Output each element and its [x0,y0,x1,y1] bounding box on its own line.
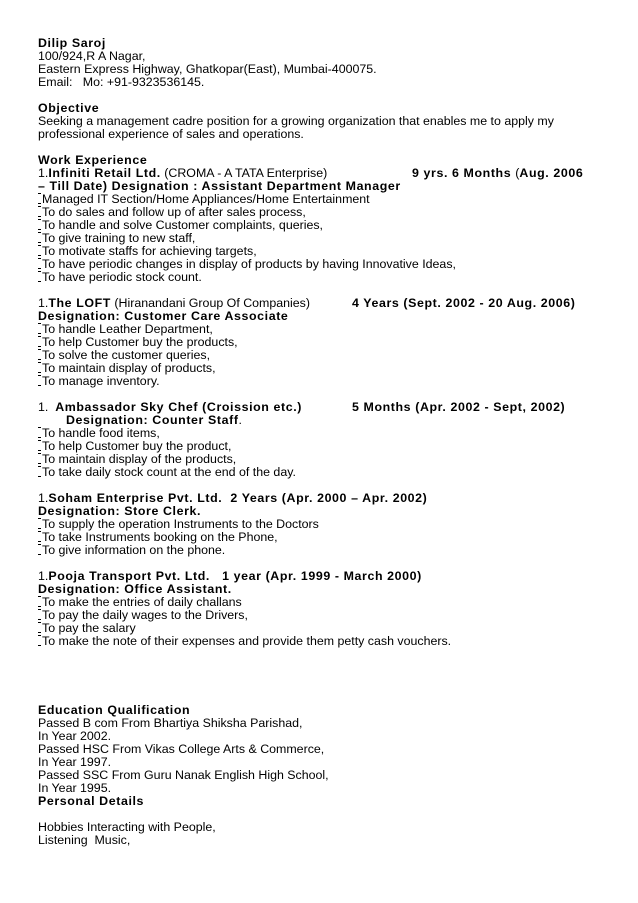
personal-line: Listening Music, [38,833,131,847]
list-item: To handle and solve Customer complaints, queries, [38,219,608,232]
job-3-duties [38,427,608,479]
list-item: Managed IT Section/Home Appliances/Home Entertainment [38,193,608,206]
list-item: To maintain display of the products, [38,453,608,466]
job-2-number: 1. [38,296,49,310]
job-1-duties [38,193,608,284]
bullet-icon [38,596,41,607]
job-2-designation: Designation: Customer Care Associate [38,309,289,323]
objective-heading: Objective [38,101,100,115]
education-line: In Year 1997. [38,755,112,769]
list-item: To solve the customer queries, [38,349,608,362]
list-item: To handle food items, [38,427,608,440]
list-item: To motivate staffs for achieving targets, [38,245,608,258]
job-1-subtitle: (CROMA - A TATA Enterprise) [160,166,328,180]
job-3-company: Ambassador Sky Chef (Croission etc.) [55,400,302,414]
list-item: To make the note of their expenses and provide them petty cash vouchers. [38,635,608,648]
bullet-icon [38,336,41,347]
job-2-company: The LOFT [48,296,111,310]
job-4-number: 1. [38,491,49,505]
job-4-company: Soham Enterprise Pvt. Ltd. 2 Years (Apr. 2000 – Apr. 2002) [48,491,428,505]
bullet-icon [38,362,41,373]
bullet-icon [38,453,41,464]
job-1-duration: 9 yrs. 6 Months (Aug. 2006 [412,166,584,180]
bullet-icon [38,245,41,256]
bullet-icon [38,271,41,282]
education-line: Passed SSC From Guru Nanak English High School, [38,768,329,782]
job-3-number: 1. [38,400,56,414]
list-item: To handle Leather Department, [38,323,608,336]
job-4-designation: Designation: Store Clerk. [38,504,202,518]
list-item: To help Customer buy the products, [38,336,608,349]
resume-page [38,37,608,847]
job-5-number: 1. [38,569,49,583]
education-line: In Year 2002. [38,729,112,743]
job-1-company: Infiniti Retail Ltd. [48,166,161,180]
job-3-header [38,401,608,414]
list-item: To take daily stock count at the end of the day. [38,466,608,479]
list-item: To pay the salary [38,622,608,635]
objective-text-1: Seeking a management cadre position for a growing organization that enables me to apply my [38,114,554,128]
bullet-icon [38,440,41,451]
bullet-icon [38,193,41,204]
personal-heading: Personal Details [38,794,145,808]
list-item: To do sales and follow up of after sales process, [38,206,608,219]
job-4-duties [38,518,608,557]
bullet-icon [38,544,41,555]
bullet-icon [38,466,41,477]
objective-text-2: professional experience of sales and operations. [38,127,304,141]
list-item: To supply the operation Instruments to the Doctors [38,518,608,531]
candidate-name: Dilip Saroj [38,36,106,50]
job-5-designation: Designation: Office Assistant. [38,582,232,596]
job-1-header [38,167,608,180]
bullet-icon [38,349,41,360]
education-line: In Year 1995. [38,781,112,795]
bullet-icon [38,427,41,438]
list-item: To give information on the phone. [38,544,608,557]
list-item: To help Customer buy the product, [38,440,608,453]
list-item: To make the entries of daily challans [38,596,608,609]
education-line: Passed B com From Bhartiya Shiksha Parishad, [38,716,303,730]
address-line-2: Eastern Express Highway, Ghatkopar(East), Mumbai-400075. [38,62,377,76]
bullet-icon [38,232,41,243]
address-line-1: 100/924,R A Nagar, [38,49,146,63]
bullet-icon [38,518,41,529]
list-item: To pay the daily wages to the Drivers, [38,609,608,622]
bullet-icon [38,323,41,334]
job-1-designation: – Till Date) Designation : Assistant Department Manager [38,179,401,193]
list-item: To maintain display of products, [38,362,608,375]
bullet-icon [38,219,41,230]
education-heading: Education Qualification [38,703,191,717]
job-2-duties [38,323,608,388]
bullet-icon [38,206,41,217]
list-item: To have periodic changes in display of products by having Innovative Ideas, [38,258,608,271]
list-item: To have periodic stock count. [38,271,608,284]
list-item: To manage inventory. [38,375,608,388]
bullet-icon [38,609,41,620]
bullet-icon [38,531,41,542]
job-2-duration: 4 Years (Sept. 2002 - 20 Aug. 2006) [352,296,576,310]
job-3-duration: 5 Months (Apr. 2002 - Sept, 2002) [352,400,566,414]
personal-line: Hobbies Interacting with People, [38,820,216,834]
education-line: Passed HSC From Vikas College Arts & Commerce, [38,742,325,756]
job-3-designation: Designation: Counter Staff. [66,413,242,427]
job-2-header [38,297,608,310]
job-5-company: Pooja Transport Pvt. Ltd. 1 year (Apr. 1999 - March 2000) [48,569,422,583]
job-2-subtitle: (Hiranandani Group Of Companies) [110,296,310,310]
job-5-duties [38,596,608,648]
work-heading: Work Experience [38,153,148,167]
bullet-icon [38,258,41,269]
list-item: To take Instruments booking on the Phone, [38,531,608,544]
contact-line: Email: Mo: +91-9323536145. [38,75,205,89]
list-item: To give training to new staff, [38,232,608,245]
job-1-number: 1. [38,166,49,180]
bullet-icon [38,622,41,633]
bullet-icon [38,375,41,386]
bullet-icon [38,635,41,646]
